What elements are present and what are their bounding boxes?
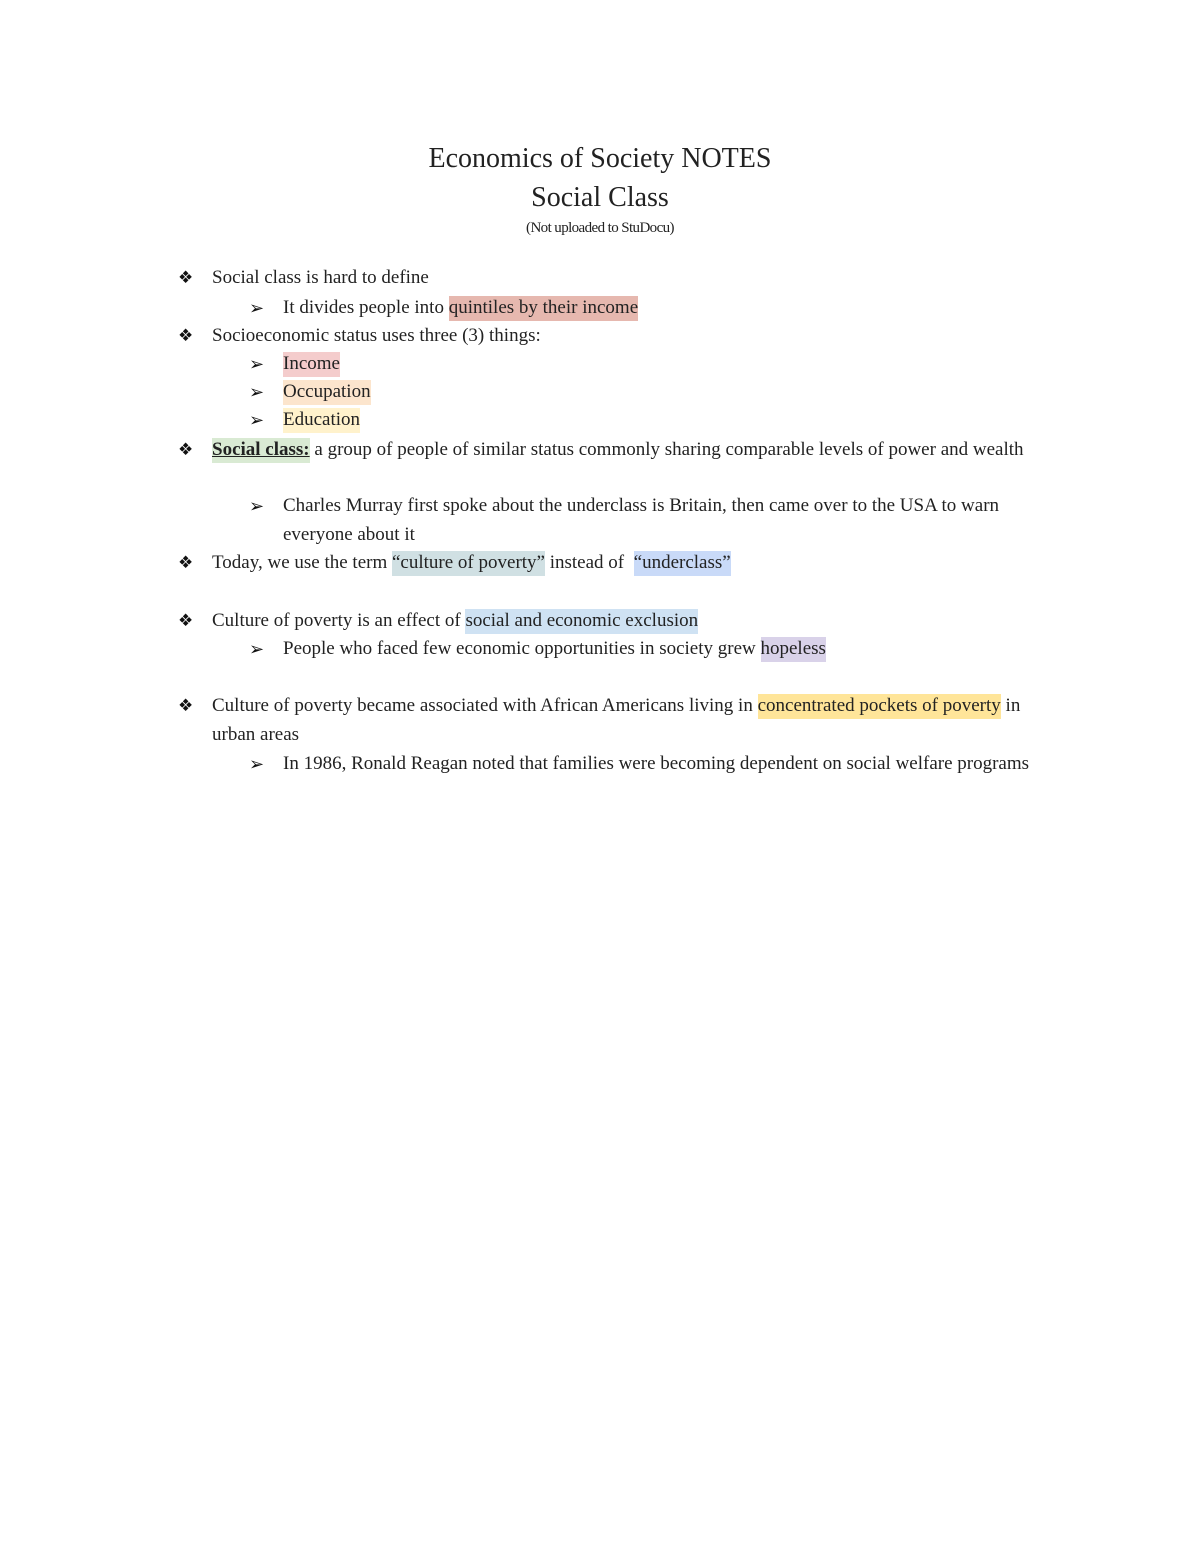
sub-list-item (249, 350, 1063, 379)
highlighted-text: “underclass” (634, 551, 731, 576)
arrow-bullet-icon: ➢ (249, 496, 265, 516)
item-text: Social class is hard to define (212, 267, 429, 288)
list-item (178, 549, 1052, 578)
highlighted-text: concentrated pockets of poverty (758, 694, 1001, 719)
sub-list-item (249, 406, 1063, 435)
highlighted-text: Occupation (283, 380, 371, 405)
arrow-bullet-icon: ➢ (249, 354, 265, 374)
sub-list-item (249, 378, 1063, 407)
list-item (178, 322, 1052, 351)
diamond-bullet-icon: ❖ (178, 440, 194, 459)
diamond-bullet-icon: ❖ (178, 696, 194, 715)
diamond-bullet-icon: ❖ (178, 611, 194, 630)
document-title: Economics of Society NOTES (428, 143, 772, 174)
arrow-bullet-icon: ➢ (249, 754, 265, 774)
arrow-bullet-icon: ➢ (249, 298, 265, 318)
item-text: Culture of poverty became associated with African Americans living in (212, 695, 758, 716)
upload-note: (Not uploaded to StuDocu) (526, 220, 674, 236)
highlighted-text: Income (283, 352, 340, 377)
sub-list-item (249, 750, 1063, 779)
highlighted-text: hopeless (761, 637, 826, 662)
arrow-bullet-icon: ➢ (249, 639, 265, 659)
highlighted-text: “culture of poverty” (392, 551, 545, 576)
item-text: Culture of poverty is an effect of (212, 610, 466, 631)
item-text: instead of (544, 552, 634, 573)
item-text: Today, we use the term (212, 552, 392, 573)
diamond-bullet-icon: ❖ (178, 326, 194, 345)
item-text: It divides people into (283, 297, 449, 318)
diamond-bullet-icon: ❖ (178, 268, 194, 287)
item-text: People who faced few economic opportunities in society grew (283, 638, 761, 659)
sub-list-item (249, 635, 1063, 664)
list-item (178, 264, 1052, 293)
list-item (178, 692, 1052, 749)
item-text: in urban areas (212, 695, 1021, 745)
highlighted-text: Education (283, 408, 360, 433)
list-item (178, 436, 1052, 465)
arrow-bullet-icon: ➢ (249, 410, 265, 430)
arrow-bullet-icon: ➢ (249, 382, 265, 402)
document-subtitle: Social Class (531, 182, 669, 213)
highlighted-text: quintiles by their income (449, 296, 638, 321)
diamond-bullet-icon: ❖ (178, 553, 194, 572)
item-text: a group of people of similar status commonly sharing comparable levels of power and wealth (309, 439, 1024, 460)
highlighted-text: social and economic exclusion (465, 609, 698, 634)
item-text: Charles Murray first spoke about the underclass is Britain, then came over to the USA to warn everyone about it (283, 495, 1000, 545)
defined-term: Social class: (212, 438, 310, 463)
list-item (178, 607, 1052, 636)
item-text: Socioeconomic status uses three (3) things: (212, 325, 541, 346)
sub-list-item (249, 492, 1063, 549)
sub-list-item (249, 294, 1063, 323)
item-text: In 1986, Ronald Reagan noted that families were becoming dependent on social welfare programs (283, 753, 1030, 774)
